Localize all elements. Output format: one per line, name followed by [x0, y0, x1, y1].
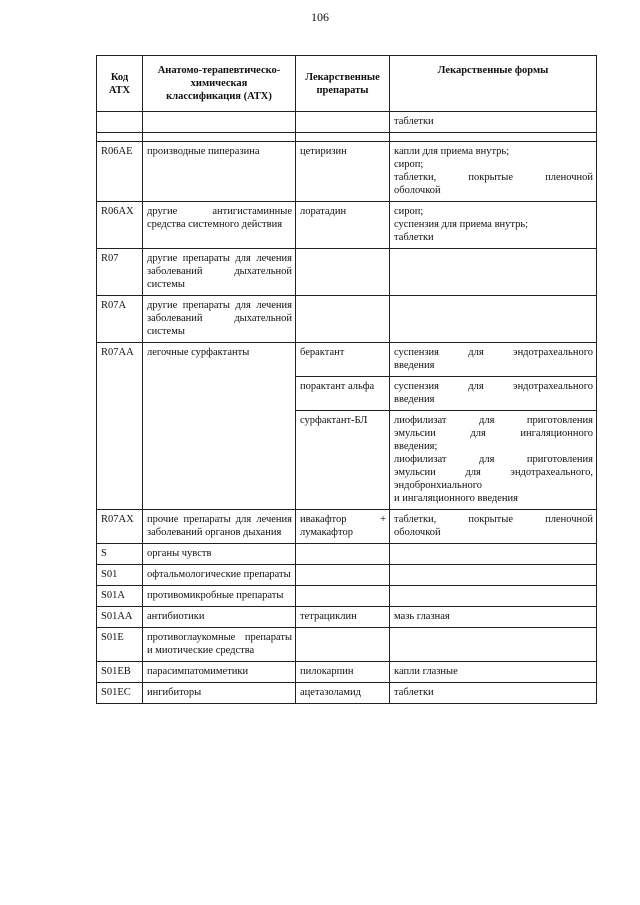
table-header-row: [97, 56, 597, 112]
atx-classification: парасимпатомиметики: [143, 662, 296, 683]
atx-code: R07: [97, 249, 143, 296]
atx-classification: другие антигистаминные средства системного действия: [143, 202, 296, 249]
atx-code: S01AA: [97, 607, 143, 628]
drug-name: [296, 296, 390, 343]
dosage-forms: [390, 628, 597, 662]
atx-code: R06AX: [97, 202, 143, 249]
table-row: [97, 296, 597, 343]
header-drugs: Лекарственные препараты: [296, 56, 390, 112]
header-code: Код АТХ: [97, 56, 143, 112]
table-row: [97, 607, 597, 628]
drug-name: [296, 565, 390, 586]
atx-classification: производные пиперазина: [143, 142, 296, 202]
dosage-forms: таблетки, покрытые пленочной оболочкой: [390, 510, 597, 544]
table-row: [97, 510, 597, 544]
table-row: [97, 565, 597, 586]
atx-classification: ингибиторы: [143, 683, 296, 704]
drug-name: берактант: [296, 343, 390, 377]
atx-classification: другие препараты для лечения заболеваний дыхательной системы: [143, 296, 296, 343]
atx-code: R06AE: [97, 142, 143, 202]
atx-classification: антибиотики: [143, 607, 296, 628]
dosage-forms: [390, 544, 597, 565]
dosage-forms: [390, 586, 597, 607]
header-forms: Лекарственные формы: [390, 56, 597, 112]
drug-name: [296, 586, 390, 607]
drug-name: тетрациклин: [296, 607, 390, 628]
atx-classification: противоглаукомные препараты и миотические средства: [143, 628, 296, 662]
drug-name: [296, 628, 390, 662]
table-row: [97, 586, 597, 607]
drug-name: [296, 249, 390, 296]
atx-classification: офтальмологические препараты: [143, 565, 296, 586]
dosage-forms: мазь глазная: [390, 607, 597, 628]
dosage-forms: капли глазные: [390, 662, 597, 683]
drug-name: [296, 112, 390, 133]
atx-code: S01: [97, 565, 143, 586]
table-row: [97, 202, 597, 249]
atx-code: S01E: [97, 628, 143, 662]
dosage-forms: [390, 296, 597, 343]
table-row: [97, 112, 597, 133]
dosage-forms: [390, 565, 597, 586]
dosage-forms: лиофилизат для приготовления эмульсии для ингаляционного введения; лиофилизат для приготовления эмульсии для эндотрахеального, эндобронхиального и ингаляционного введения: [390, 411, 597, 510]
atx-classification: [143, 112, 296, 133]
dosage-forms: суспензия для эндотрахеального введения: [390, 343, 597, 377]
atx-code: R07A: [97, 296, 143, 343]
atx-table: [96, 55, 597, 704]
dosage-forms: суспензия для эндотрахеального введения: [390, 377, 597, 411]
atx-classification: другие препараты для лечения заболеваний дыхательной системы: [143, 249, 296, 296]
atx-code: S: [97, 544, 143, 565]
table-row: [97, 662, 597, 683]
atx-classification: противомикробные препараты: [143, 586, 296, 607]
atx-code: S01EB: [97, 662, 143, 683]
dosage-forms: сироп; суспензия для приема внутрь; таблетки: [390, 202, 597, 249]
drug-name: сурфактант-БЛ: [296, 411, 390, 510]
atx-classification: легочные сурфактанты: [143, 343, 296, 510]
drug-name: порактант альфа: [296, 377, 390, 411]
table-row: [97, 683, 597, 704]
drug-name: ивакафтор + лумакафтор: [296, 510, 390, 544]
page-number: 106: [311, 10, 329, 24]
drug-name: ацетазоламид: [296, 683, 390, 704]
atx-code: R07AX: [97, 510, 143, 544]
row-gap: [97, 133, 597, 142]
atx-code: [97, 112, 143, 133]
atx-code: S01A: [97, 586, 143, 607]
drug-name: пилокарпин: [296, 662, 390, 683]
drug-name: цетиризин: [296, 142, 390, 202]
table-row: [97, 142, 597, 202]
drug-name: [296, 544, 390, 565]
dosage-forms: таблетки: [390, 683, 597, 704]
atx-classification: прочие препараты для лечения заболеваний органов дыхания: [143, 510, 296, 544]
table-row: [97, 628, 597, 662]
atx-classification: органы чувств: [143, 544, 296, 565]
table-row: [97, 343, 597, 377]
dosage-forms: [390, 249, 597, 296]
atx-code: R07AA: [97, 343, 143, 510]
table-row: [97, 544, 597, 565]
drug-name: лоратадин: [296, 202, 390, 249]
table-row: [97, 249, 597, 296]
dosage-forms: капли для приема внутрь; сироп; таблетки, покрытые пленочной оболочкой: [390, 142, 597, 202]
dosage-forms: таблетки: [390, 112, 597, 133]
atx-code: S01EC: [97, 683, 143, 704]
header-classification: Анатомо-терапевтическо- химическая классификация (АТХ): [143, 56, 296, 112]
